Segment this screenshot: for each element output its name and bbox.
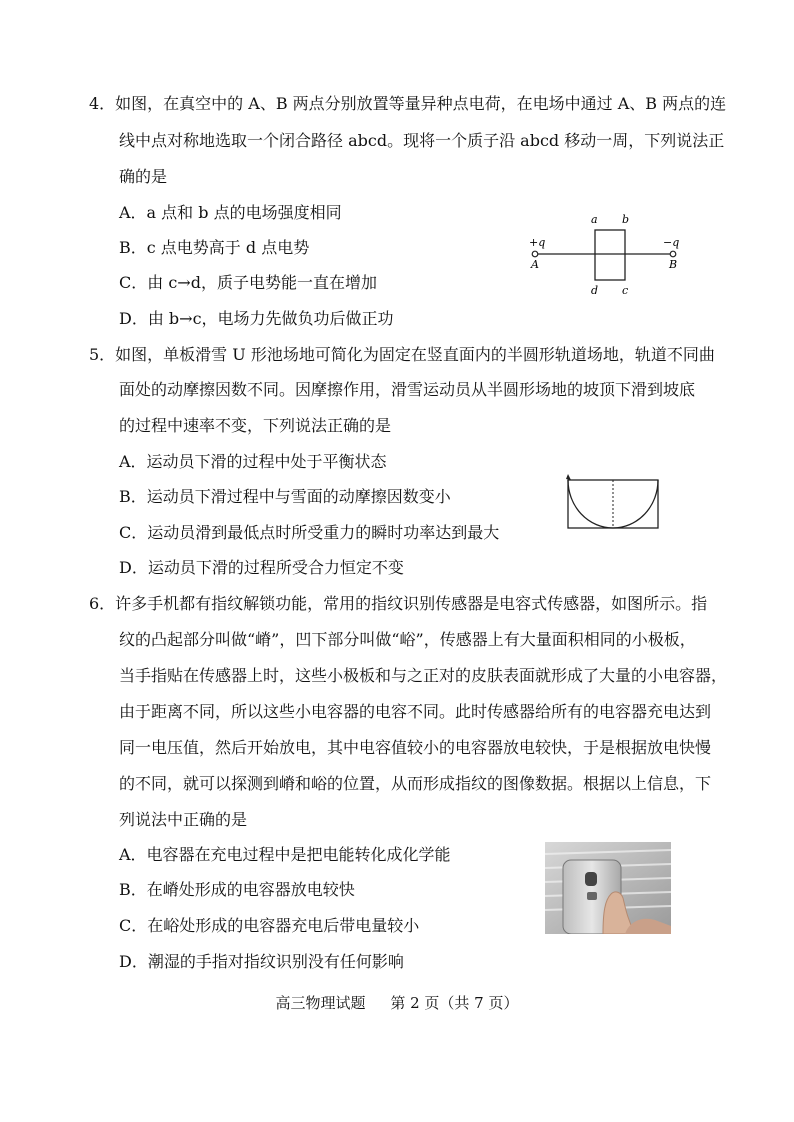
q5-option-b: B．运动员下滑过程中与雪面的动摩擦因数变小	[119, 487, 451, 506]
label-b: b	[622, 213, 630, 226]
q6-stem-line-2: 纹的凸起部分叫做“嵴”，凹下部分叫做“峪”，传感器上有大量面积相同的小极板，	[119, 630, 696, 649]
q6-option-c: C．在峪处形成的电容器充电后带电量较小	[119, 916, 420, 935]
skier-marker-icon	[566, 474, 571, 480]
label-a: a	[591, 213, 598, 226]
footer-page-number: 第 2 页（共 7 页）	[390, 994, 519, 1012]
q6-stem-line-6: 的不同，就可以探测到嵴和峪的位置，从而形成指纹的图像数据。根据以上信息，下	[119, 774, 712, 793]
q4-option-b: B．c 点电势高于 d 点电势	[119, 238, 310, 257]
q6-stem-line-7: 列说法中正确的是	[119, 810, 248, 829]
label-c: c	[622, 284, 629, 297]
q4-option-d: D．由 b→c，电场力先做负功后做正功	[119, 309, 394, 328]
q5-stem-line-2: 面处的动摩擦因数不同。因摩擦作用，滑雪运动员从半圆形场地的坡顶下滑到坡底	[119, 380, 696, 399]
q4-option-c: C．由 c→d，质子电势能一直在增加	[119, 273, 377, 292]
footer-title: 高三物理试题	[275, 994, 366, 1012]
label-plus-q: +q	[529, 236, 546, 249]
q6-stem-line-3: 当手指贴在传感器上时，这些小极板和与之正对的皮肤表面就形成了大量的小电容器，	[119, 666, 728, 685]
page-footer	[0, 992, 794, 1013]
q6-fingerprint-phone-photo	[545, 842, 671, 934]
fingerprint-sensor-icon	[587, 892, 597, 900]
q4-stem-line-2: 线中点对称地选取一个闭合路径 abcd。现将一个质子沿 abcd 移动一周，下列说法正	[119, 131, 725, 150]
q6-option-d: D．潮湿的手指对指纹识别没有任何影响	[119, 952, 404, 971]
q6-option-a: A．电容器在充电过程中是把电能转化成化学能	[119, 845, 451, 864]
q4-option-a: A．a 点和 b 点的电场强度相同	[119, 203, 342, 222]
label-B: B	[669, 258, 678, 271]
q5-option-a: A．运动员下滑的过程中处于平衡状态	[119, 452, 387, 471]
q4-charge-path-figure	[525, 208, 695, 300]
label-minus-q: −q	[663, 236, 680, 249]
q4-stem-line-3: 确的是	[119, 167, 168, 186]
q5-stem-line-1: 5．如图，单板滑雪 U 形池场地可简化为固定在竖直面内的半圆形轨道场地，轨道不同曲	[89, 345, 715, 364]
q5-option-c: C．运动员滑到最低点时所受重力的瞬时功率达到最大	[119, 523, 500, 542]
q6-stem-line-1: 6．许多手机都有指纹解锁功能，常用的指纹识别传感器是电容式传感器，如图所示。指	[89, 594, 708, 613]
q4-stem-line-1: 4．如图，在真空中的 A、B 两点分别放置等量异种点电荷，在电场中通过 A、B 两点的连	[89, 94, 727, 113]
q5-stem-line-3: 的过程中速率不变，下列说法正确的是	[119, 416, 392, 435]
q5-option-d: D．运动员下滑的过程所受合力恒定不变	[119, 558, 404, 577]
camera-icon	[585, 872, 597, 886]
q6-stem-line-4: 由于距离不同，所以这些小电容器的电容不同。此时传感器给所有的电容器充电达到	[119, 702, 712, 721]
q6-stem-line-5: 同一电压值，然后开始放电，其中电容值较小的电容器放电较快，于是根据放电快慢	[119, 738, 712, 757]
label-d: d	[591, 284, 599, 297]
q6-option-b: B．在嵴处形成的电容器放电较快	[119, 880, 355, 899]
q5-semicircle-track-figure	[560, 470, 664, 532]
label-A: A	[531, 258, 539, 271]
